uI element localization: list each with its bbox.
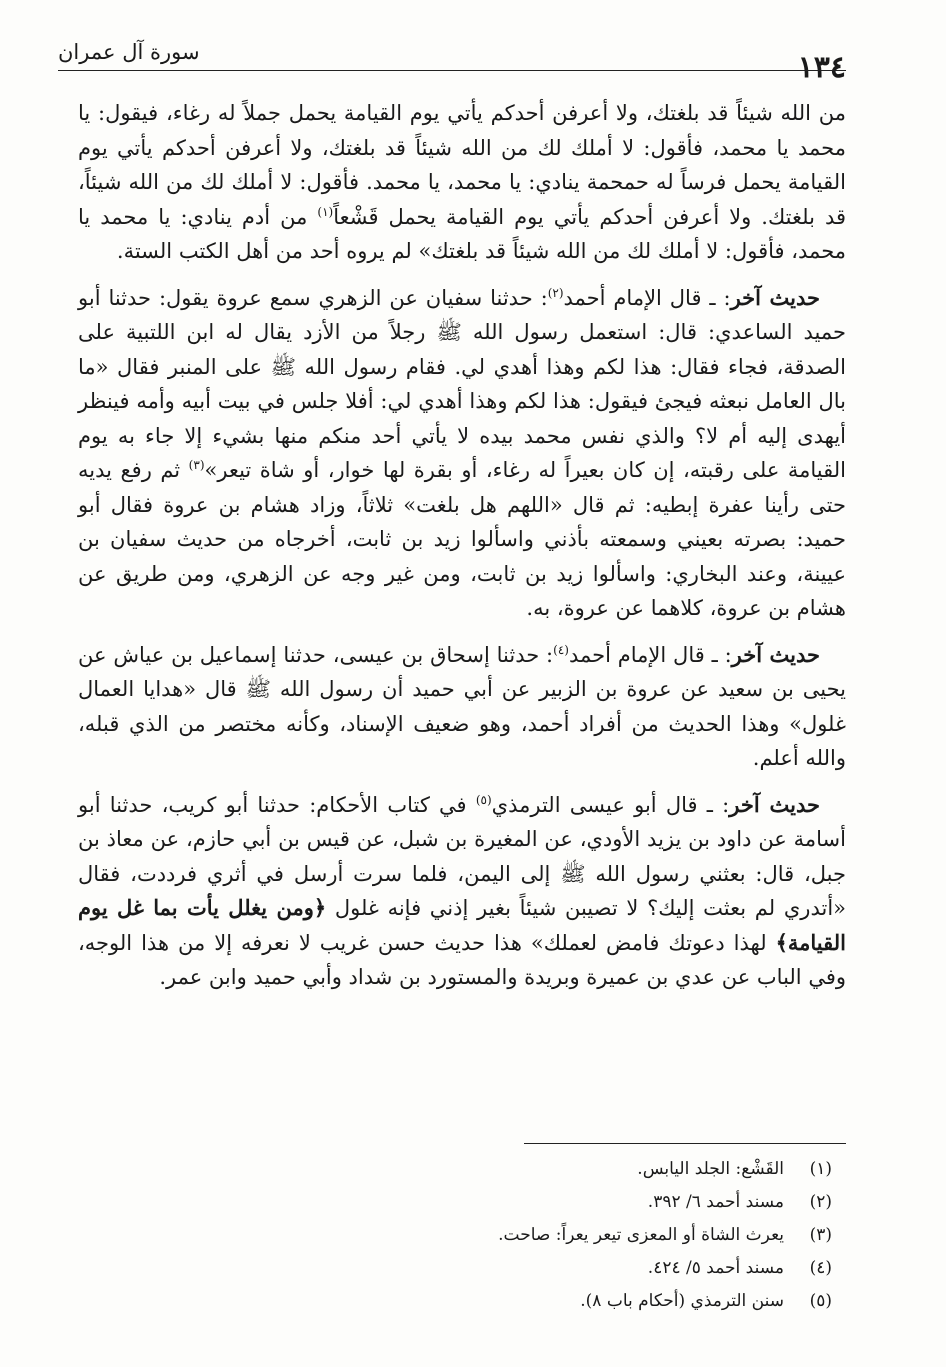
paragraph-1 [78,96,846,269]
footnote-divider [524,1143,846,1144]
footnote-number: (٣) [809,1225,832,1245]
page-number: ١٣٤ [797,50,846,85]
paragraph-text: ثم رفع يديه حتى رأينا عفرة إبطيه: ثم قال «اللهم هل بلغت» ثلاثاً، وزاد هشام بن عروة فقال أبو حميد: بصرته بعيني وسمعته بأذني واسألوا زيد بن ثابت، أخرجاه من حديث سفيان بن عيينة، وعند البخاري: واسألوا زيد بن ثابت، ومن غير وجه عن الزهري، ومن طريق عن هشام بن عروة، كلاهما عن عروة، به. [78,458,846,620]
paragraph-text: : حدثنا سفيان عن الزهري سمع عروة يقول: حدثنا أبو حميد الساعدي: قال: استعمل رسول الله ﷺ رجلاً من الأزد يقال له ابن اللتبية على الصدقة، فجاء فقال: هذا لكم وهذا أهدي لي. فقام رسول الله ﷺ على المنبر فقال «ما بال العامل نبعثه فيجئ فيقول: هذا لكم وهذا أهدي لي: أفلا جلس في بيت أبيه وأمه فينظر أيهدى إليه أم لا؟ والذي نفس محمد بيده لا يأتي أحد منكم منها بشيء إلا جاء به يوم القيامة على رقبته، إن كان بعيراً له رغاء، أو بقرة لها خوار، أو شاة تيعر» [78,285,846,482]
footnote-4 [200,1252,846,1285]
footnote-text: يعرث الشاة أو المعزى تيعر يعراً: صاحت. [498,1225,784,1245]
paragraph-3 [78,638,846,776]
hadith-label: حديث آخر [731,641,820,667]
footnote-3 [200,1219,846,1252]
paragraph-text: لهذا دعوتك فامض لعملك» هذا حديث حسن غريب لا نعرفه إلا من هذا الوجه، وفي الباب عن عدي بن عميرة وبريدة والمستورد بن شداد وأبي حميد وابن عمر. [78,930,846,989]
footnote-text: القَشْع: الجلد اليابس. [637,1159,784,1179]
footnote-2 [200,1186,846,1219]
quran-verse: ﴿ومن يغلل يأت بما غل يوم القيامة﴾ [78,895,846,955]
paragraph-text: في كتاب الأحكام: حدثنا أبو كريب، حدثنا أبو أسامة عن داود بن يزيد الأودي، عن المغيرة بن شبل، عن قيس بن أبي حازم، عن معاذ بن جبل، قال: بعثني رسول الله ﷺ إلى اليمن، فلما سرت أرسل في أثري فرددت، فقال «أتدري لم بعثت إليك؟ لا تصيبن شيئاً بغير إذني فإنه غلول [78,792,846,920]
header-rule [58,70,846,71]
footnote-number: (٤) [809,1258,832,1278]
footnote-5 [200,1285,846,1318]
footnote-text: سنن الترمذي (أحكام باب ٨). [580,1291,784,1311]
footnote-ref-1[interactable]: (١) [317,204,334,219]
paragraph-text: من الله شيئاً قد بلغتك، ولا أعرفن أحدكم يأتي يوم القيامة يحمل جملاً له رغاء، فيقول: يا محمد يا محمد، فأقول: لا أملك لك من الله شيئاً قد بلغتك، ولا أعرفن أحدكم يأتي يوم القيامة يحمل فرساً له حمحمة ينادي: يا محمد، يا محمد. فأقول: لا أملك لك من الله شيئاً، قد بلغتك. ولا أعرفن أحدكم يأتي يوم القيامة يحمل قَشْعاً [78,101,846,229]
paragraph-intro: : ـ قال الإمام أحمد [568,642,732,667]
footnote-number: (٥) [809,1291,832,1311]
paragraph-text: : حدثنا إسحاق بن عيسى، حدثنا إسماعيل بن عياش عن يحيى بن سعيد عن عروة بن الزبير عن أبي حميد أن رسول الله ﷺ قال «هدايا العمال غلول» وهذا الحديث من أفراد أحمد، وهو ضعيف الإسناد، وكأنه مختصر من الذي قبله، والله أعلم. [78,642,846,770]
paragraph-text: من أدم ينادي: يا محمد يا محمد، فأقول: لا أملك لك من الله شيئاً قد بلغتك» لم يروه أحد من أهل الكتب الستة. [78,204,846,263]
footnote-ref-5[interactable]: (٥) [475,792,492,807]
hadith-label: حديث آخر [729,791,821,817]
paragraph-2 [78,281,846,626]
footnote-1 [200,1153,846,1186]
footnote-ref-2[interactable]: (٢) [547,285,564,300]
footnotes [200,1153,846,1318]
paragraph-intro: : ـ قال أبو عيسى الترمذي [491,792,730,817]
main-text [78,96,846,1007]
footnote-ref-3[interactable]: (٣) [188,458,205,472]
footnote-text: مسند أحمد ٥/ ٤٢٤. [647,1258,784,1278]
footnote-number: (٢) [809,1192,832,1212]
paragraph-4 [78,788,846,995]
hadith-label: حديث آخر [730,284,820,310]
footnote-number: (١) [809,1159,832,1179]
surah-title: سورة آل عمران [58,40,200,64]
page-header [58,36,846,92]
footnote-ref-4[interactable]: (٤) [553,642,569,657]
footnote-text: مسند أحمد ٦/ ٣٩٢. [647,1192,784,1212]
paragraph-intro: : ـ قال الإمام أحمد [563,285,731,310]
